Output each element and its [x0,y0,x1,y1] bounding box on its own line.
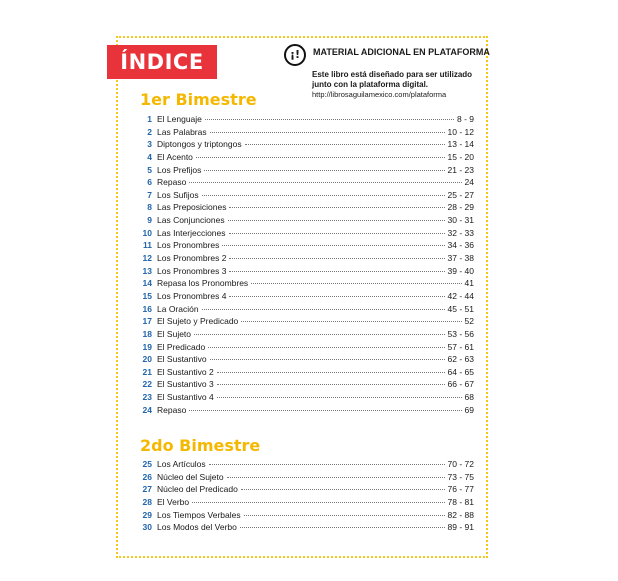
toc-entry-number: 6 [147,177,152,188]
toc-entry-pages: 78 - 81 [447,496,474,507]
toc-entry[interactable] [136,391,474,404]
dot-leader [217,384,445,385]
toc-entry[interactable] [136,214,474,227]
dot-leader [189,182,461,183]
toc-entry[interactable] [136,151,474,164]
section-title: 1er Bimestre [140,90,257,109]
toc-entry-number: 25 [142,459,152,469]
dot-leader [217,372,445,373]
toc-entry-pages: 89 - 91 [447,522,474,533]
toc-entry-pages: 13 - 14 [447,139,474,150]
dot-leader [205,119,454,120]
dot-leader [240,527,445,528]
toc-entry[interactable] [136,227,474,240]
platform-link[interactable]: http://librosaguilamexico.com/plataforma [312,90,447,99]
toc-entry-number: 12 [142,253,152,264]
dot-leader [194,334,445,335]
dot-leader [192,502,444,503]
dot-leader [227,477,445,478]
toc-entry-label: Núcleo del Sujeto [157,471,224,482]
toc-list [136,113,474,416]
toc-entry-label: Núcleo del Predicado [157,484,238,495]
toc-entry[interactable] [136,521,474,534]
toc-entry-number: 24 [142,404,152,415]
toc-entry-label: Los Prefijos [157,164,202,175]
toc-entry-pages: 69 [464,404,474,415]
toc-entry[interactable] [136,290,474,303]
toc-entry-pages: 42 - 44 [447,290,474,301]
toc-entry-label: Los Tiempos Verbales [157,509,241,520]
toc-entry-label: El Predicado [157,341,206,352]
toc-entry-number: 1 [147,114,152,124]
toc-entry-number: 29 [142,509,152,520]
toc-entry-pages: 53 - 56 [447,328,474,339]
toc-entry-number: 18 [142,328,152,339]
dot-leader [245,144,445,145]
toc-entry-label: Las Preposiciones [157,202,227,213]
toc-entry-pages: 52 [464,316,474,327]
toc-entry-number: 14 [142,278,152,289]
dot-leader [228,220,445,221]
toc-entry-pages: 68 [464,392,474,403]
toc-entry-label: Los Pronombres 3 [157,265,227,276]
dot-leader [204,170,444,171]
toc-entry[interactable] [136,378,474,391]
dot-leader [202,309,445,310]
toc-entry-pages: 37 - 38 [447,253,474,264]
page-title: ÍNDICE [107,45,217,79]
toc-entry-label: El Sujeto [157,328,192,339]
toc-entry-number: 7 [147,189,152,200]
toc-entry-number: 16 [142,303,152,314]
dot-leader [222,245,444,246]
toc-entry-label: Los Artículos [157,459,206,469]
toc-entry-number: 17 [142,316,152,327]
info-description: Este libro está diseñado para ser utilizado junto con la plataforma digital. [312,70,473,89]
toc-entry-pages: 57 - 61 [447,341,474,352]
dot-leader [208,347,444,348]
toc-entry-label: Las Palabras [157,126,207,137]
toc-entry[interactable] [136,353,474,366]
toc-entry-label: Repaso [157,177,187,188]
toc-entry-label: El Acento [157,151,193,162]
dot-leader [244,515,445,516]
toc-entry[interactable] [136,471,474,484]
toc-entry-label: Los Modos del Verbo [157,522,237,533]
toc-entry[interactable] [136,277,474,290]
dot-leader [189,410,461,411]
toc-entry-number: 23 [142,392,152,403]
toc-entry[interactable] [136,164,474,177]
toc-entry-number: 10 [142,227,152,238]
toc-entry-number: 3 [147,139,152,150]
toc-entry-number: 9 [147,215,152,226]
toc-entry-label: Los Pronombres 2 [157,253,227,264]
toc-entry[interactable] [136,138,474,151]
toc-entry[interactable] [136,113,474,126]
toc-entry-number: 21 [142,366,152,377]
toc-entry[interactable] [136,341,474,354]
toc-entry-pages: 34 - 36 [447,240,474,251]
info-title: MATERIAL ADICIONAL EN PLATAFORMA [313,47,490,57]
toc-entry[interactable] [136,189,474,202]
toc-entry-pages: 15 - 20 [447,151,474,162]
toc-entry-pages: 32 - 33 [447,227,474,238]
toc-entry-pages: 41 [464,278,474,289]
dot-leader [229,258,444,259]
toc-entry[interactable] [136,176,474,189]
toc-entry-label: El Sujeto y Predicado [157,316,239,327]
toc-entry-label: Repasa los Pronombres [157,278,249,289]
toc-entry-number: 20 [142,354,152,365]
toc-entry-number: 4 [147,151,152,162]
section-title: 2do Bimestre [140,436,261,455]
toc-entry-number: 8 [147,202,152,213]
toc-entry[interactable] [136,404,474,417]
toc-entry-pages: 82 - 88 [447,509,474,520]
toc-entry-pages: 76 - 77 [447,484,474,495]
toc-entry-label: Diptongos y triptongos [157,139,242,150]
dot-leader [229,207,444,208]
toc-entry-number: 28 [142,496,152,507]
dot-leader [251,283,461,284]
toc-entry-label: Repaso [157,404,187,415]
dot-leader [241,321,461,322]
toc-entry-label: Los Pronombres [157,240,220,251]
toc-entry[interactable] [136,496,474,509]
dot-leader [217,397,462,398]
toc-entry-number: 22 [142,379,152,390]
toc-entry-pages: 28 - 29 [447,202,474,213]
toc-entry[interactable] [136,201,474,214]
toc-entry-label: Las Conjunciones [157,215,225,226]
toc-entry-label: Los Pronombres 4 [157,290,227,301]
toc-entry-pages: 70 - 72 [447,459,474,469]
toc-entry-pages: 8 - 9 [456,114,474,124]
toc-entry-label: La Oración [157,303,199,314]
dot-leader [196,157,445,158]
toc-entry-pages: 64 - 65 [447,366,474,377]
toc-entry-pages: 45 - 51 [447,303,474,314]
dot-leader [229,296,444,297]
toc-entry[interactable] [136,483,474,496]
info-icon: ¡! [284,44,306,66]
toc-entry[interactable] [136,366,474,379]
toc-entry[interactable] [136,303,474,316]
toc-entry-pages: 21 - 23 [447,164,474,175]
toc-entry[interactable] [136,252,474,265]
toc-entry-pages: 39 - 40 [447,265,474,276]
dot-leader [210,132,445,133]
toc-entry-label: El Verbo [157,496,190,507]
toc-entry-label: El Sustantivo 4 [157,392,214,403]
dot-leader [209,464,445,465]
toc-entry[interactable] [136,239,474,252]
toc-entry-pages: 66 - 67 [447,379,474,390]
toc-entry[interactable] [136,126,474,139]
toc-entry-label: El Sustantivo 2 [157,366,214,377]
toc-entry-label: El Sustantivo [157,354,207,365]
toc-entry-pages: 73 - 75 [447,471,474,482]
toc-entry[interactable] [136,458,474,471]
toc-entry-number: 11 [143,240,152,251]
toc-entry-label: Los Sufijos [157,189,199,200]
toc-entry-pages: 25 - 27 [447,189,474,200]
toc-entry-number: 15 [142,290,152,301]
dot-leader [202,195,445,196]
toc-entry-label: El Sustantivo 3 [157,379,214,390]
toc-entry[interactable] [136,328,474,341]
dot-leader [229,233,445,234]
toc-entry-number: 27 [142,484,152,495]
toc-entry[interactable] [136,265,474,278]
toc-entry-pages: 30 - 31 [447,215,474,226]
toc-entry-number: 5 [147,164,152,175]
dot-leader [229,271,444,272]
toc-entry[interactable] [136,509,474,522]
toc-entry-number: 26 [142,471,152,482]
toc-list [136,458,474,534]
toc-entry-number: 2 [147,126,152,137]
toc-entry-label: Las Interjecciones [157,227,226,238]
toc-entry-number: 19 [142,341,152,352]
toc-entry-number: 30 [142,522,152,533]
dot-leader [241,489,445,490]
dot-leader [210,359,445,360]
toc-entry-number: 13 [142,265,152,276]
toc-entry-label: El Lenguaje [157,114,202,124]
toc-entry[interactable] [136,315,474,328]
toc-entry-pages: 10 - 12 [447,126,474,137]
toc-entry-pages: 24 [464,177,474,188]
toc-entry-pages: 62 - 63 [447,354,474,365]
